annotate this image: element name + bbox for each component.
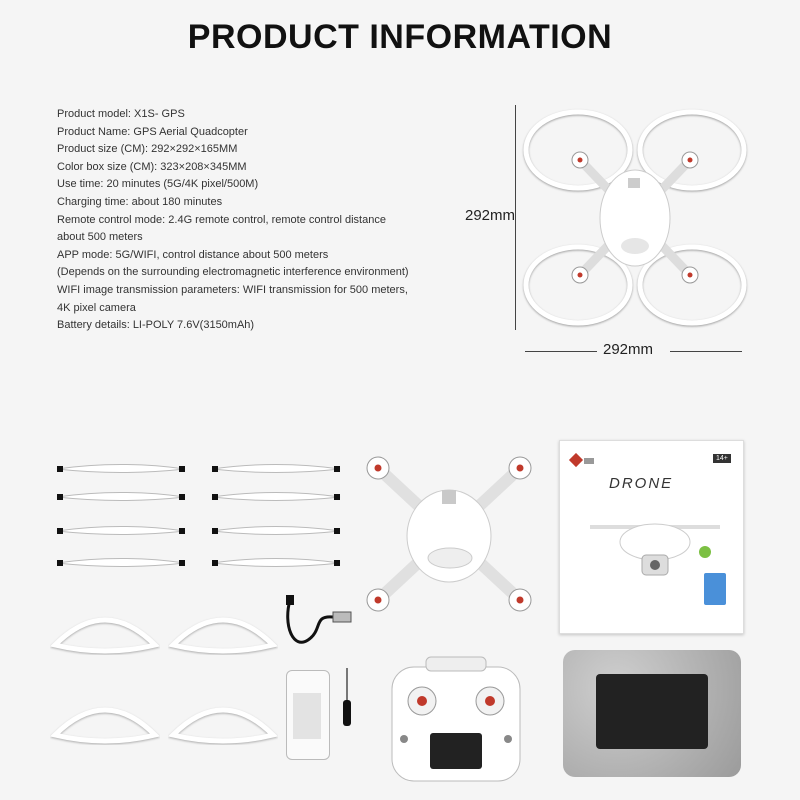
spec-line: about 500 meters <box>57 231 143 244</box>
age-badge: 14+ <box>713 454 731 463</box>
usb-cable-image <box>278 595 358 660</box>
phone-image <box>704 573 726 605</box>
propeller-image <box>210 490 342 504</box>
spec-line: (Depends on the surrounding electromagnetic interference environment) <box>57 266 409 279</box>
propeller-guard-image <box>168 605 278 655</box>
spec-list <box>57 106 477 335</box>
carrying-case-image <box>563 650 741 777</box>
propeller-image <box>55 556 187 570</box>
propeller-image <box>210 556 342 570</box>
spec-line: Battery details: LI-POLY 7.6V(3150mAh) <box>57 319 255 332</box>
height-dimension-line <box>515 105 516 330</box>
drone-body-image <box>360 448 540 623</box>
spec-line: Product Name: GPS Aerial Quadcopter <box>57 125 248 138</box>
page-title: PRODUCT INFORMATION <box>187 18 613 56</box>
screwdriver-image <box>340 668 354 728</box>
drone-top-view-image <box>520 100 750 335</box>
box-brand-text: DRONE <box>609 475 674 492</box>
width-dimension-line-left <box>525 351 597 352</box>
propeller-image <box>210 462 342 476</box>
spec-line: Product model: X1S- GPS <box>57 108 185 120</box>
width-dimension-label: 292mm <box>603 341 654 358</box>
case-handle <box>596 674 708 749</box>
propeller-image <box>55 524 187 538</box>
spec-line: Charging time: about 180 minutes <box>57 195 223 208</box>
height-dimension-label: 292mm <box>465 207 516 224</box>
spec-line: Use time: 20 minutes (5G/4K pixel/500M) <box>57 178 259 191</box>
battery-image <box>286 670 330 760</box>
propeller-guard-image <box>168 695 278 745</box>
propeller-image <box>55 462 187 476</box>
spec-line: WIFI image transmission parameters: WIFI transmission for 500 meters, <box>57 283 408 296</box>
spec-line: 4K pixel camera <box>57 301 136 314</box>
product-box-image <box>559 440 744 634</box>
spec-line: APP mode: 5G/WIFI, control distance about 500 meters <box>57 248 329 261</box>
propeller-image <box>55 490 187 504</box>
spec-line: Color box size (CM): 323×208×345MM <box>57 160 247 173</box>
propeller-guard-image <box>50 695 160 745</box>
spec-line: Remote control mode: 2.4G remote control, remote control distance <box>57 213 386 226</box>
brand-logo-icon <box>568 453 598 475</box>
propeller-image <box>210 524 342 538</box>
spec-line: Product size (CM): 292×292×165MM <box>57 143 238 156</box>
remote-controller-image <box>388 655 524 785</box>
propeller-guard-image <box>50 605 160 655</box>
width-dimension-line-right <box>670 351 742 352</box>
